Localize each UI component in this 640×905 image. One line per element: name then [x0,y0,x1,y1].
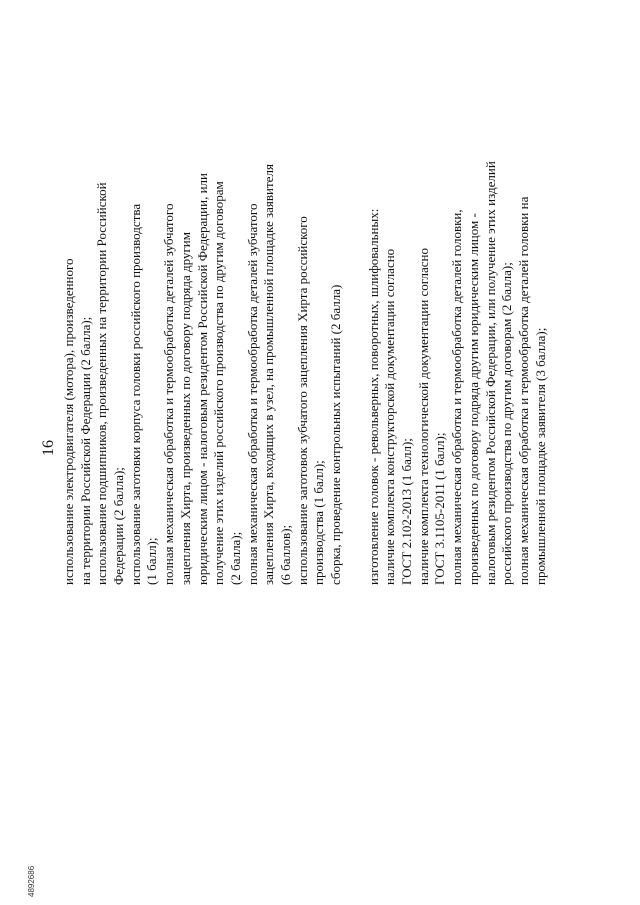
text-line: зацепления Хирта, входящих в узел, на промышленной площадке заявителя [261,164,277,585]
text-line: сборка, проведение контрольных испытаний (2 балла) [328,284,343,585]
text-line: использование заготовки корпуса головки российского производства [127,203,143,585]
text-line: использование подшипников, произведенных на территории Российской [94,182,110,585]
text-line: полная механическая обработка и термообработка деталей головки, [449,209,465,585]
text-line: Федерации (2 балла); [111,467,127,585]
text-line: произведенных по договору подряда другим юридическим лицом - [465,213,481,585]
text-line: наличие комплекта технологической документации согласно [415,248,431,585]
document-body [61,45,549,585]
text-line: промышленной площадке заявителя (3 балла); [532,327,548,585]
text-line: использование заготовок зубчатого зацепления Хирта российского [294,216,310,585]
text-line: зацепления Хирта, произведенных по договору подряда другим [177,232,193,585]
text-line: (2 балла); [227,531,243,585]
text-line: производства (1 балл); [311,460,327,585]
page-number: 16 [40,440,57,456]
text-line: полная механическая обработка и термообработка деталей зубчатого [244,203,260,585]
text-line: ГОСТ 2.102-2013 (1 балл); [399,438,415,585]
document-id: 4892686 [27,865,36,897]
text-line: налоговым резидентом Российской Федерации, или получение этих изделий [482,161,498,585]
text-line: изготовление головок - револьверных, поворотных, шлифовальных: [365,208,381,585]
text-line: наличие комплекта конструкторской документации согласно [382,248,398,585]
text-line: использование электродвигателя (мотора), произведенного [61,258,76,585]
text-line: полная механическая обработка и термообработка деталей зубчатого [161,203,177,585]
text-line: (6 баллов); [277,524,293,585]
text-line: российского производства по другим договорам (2 балла); [499,262,515,585]
text-line: на территории Российской Федерации (2 балла); [77,316,93,585]
text-line: (1 балл); [144,537,160,585]
text-line: получение этих изделий российского производства по другим договорам [211,181,227,585]
text-line: ГОСТ 3.1105-2011 (1 балл); [432,432,448,585]
text-line: юридическим лицом - налоговым резидентом Российской Федерации, или [194,172,210,585]
text-line: полная механическая обработка и термообработка деталей головки на [515,196,531,585]
paragraph-gap [345,45,366,585]
